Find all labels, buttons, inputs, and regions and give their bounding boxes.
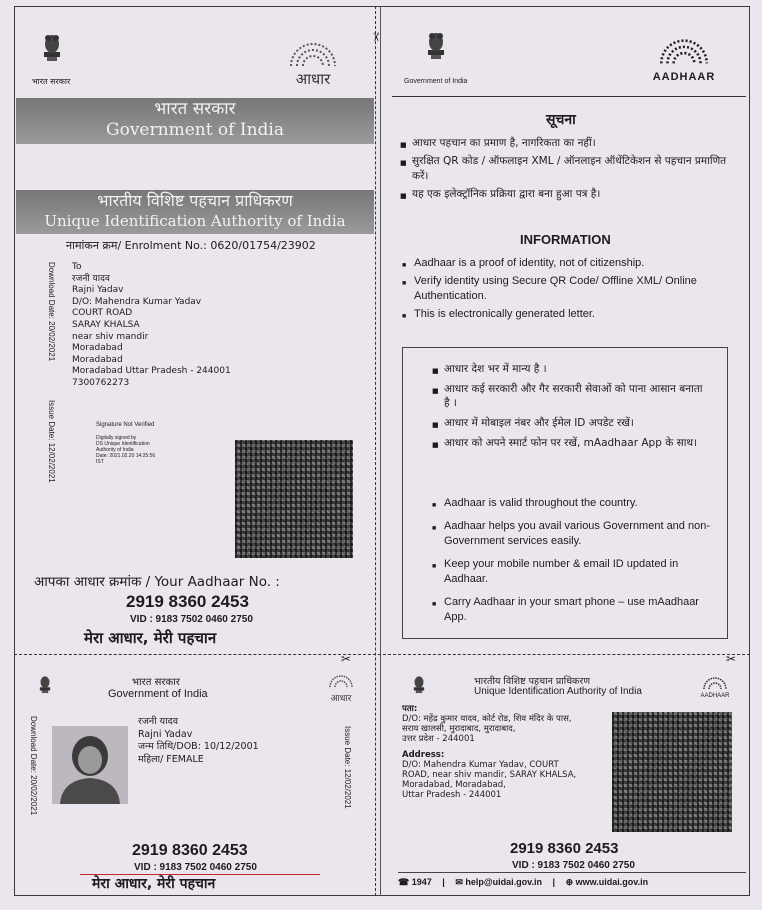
information-item: ■ Verify identity using Secure QR Code/ Offline XML/ Online Authentication. — [414, 274, 744, 304]
benefit-item: ■ आधार में मोबाइल नंबर और ईमेल ID अपडेट रखें। — [444, 416, 710, 430]
aadhaar-logo-text: आधार — [330, 694, 352, 704]
card-uidai-hindi: भारतीय विशिष्ट पहचान प्राधिकरण — [474, 676, 591, 687]
horizontal-cut-line — [14, 654, 750, 655]
qr-code — [612, 712, 732, 832]
information-item: ■ Aadhaar is a proof of identity, not of citizenship. — [414, 256, 744, 271]
aadhaar-logo-icon — [326, 674, 356, 688]
gov-hindi: भारत सरकार — [154, 99, 236, 119]
scissors-icon: ✂ — [369, 31, 384, 43]
tagline: मेरा आधार, मेरी पहचान — [84, 629, 217, 647]
card-details — [138, 716, 259, 766]
globe-icon: ⊕ — [565, 877, 574, 887]
uidai-hindi: भारतीय विशिष्ट पहचान प्राधिकरण — [97, 191, 293, 210]
card-aadhaar-number: 2919 8360 2453 — [132, 842, 248, 859]
benefit-item: ■ Keep your mobile number & email ID updated in Aadhaar. — [444, 557, 718, 587]
aadhaar-logo-icon — [283, 40, 343, 68]
address-line: COURT ROAD — [72, 308, 133, 319]
footer-contacts: ☎ 1947 | ✉ help@uidai.gov.in | ⊕ www.uidai.gov.in — [398, 872, 746, 888]
gender: महिला/ FEMALE — [138, 753, 204, 765]
card-vid-number: VID : 9183 7502 0460 2750 — [512, 860, 635, 871]
signature-line: Date: 2021.02.20 14:25:56 — [96, 453, 156, 459]
aadhaar-number: 2919 8360 2453 — [126, 592, 249, 611]
uidai-english: Unique Identification Authority of India — [44, 212, 346, 230]
person-photo-icon — [52, 726, 128, 804]
address-line: Moradabad — [72, 343, 123, 354]
website[interactable]: www.uidai.gov.in — [575, 877, 649, 887]
phone-icon: ☎ — [398, 877, 410, 887]
gov-band — [16, 98, 374, 144]
emblem-caption: Government of India — [404, 78, 468, 85]
date-of-birth: जन्म तिथि/DOB: 10/12/2001 — [138, 741, 259, 752]
qr-code — [235, 440, 353, 558]
address-line: near shiv mandir — [72, 331, 149, 342]
vid-number: VID : 9183 7502 0460 2750 — [130, 614, 253, 625]
enrolment-number: नामांकन क्रम/ Enrolment No.: 0620/01754/23902 — [66, 239, 316, 252]
aadhaar-logo-icon — [653, 36, 715, 66]
address-english-line: D/O: Mahendra Kumar Yadav, COURT — [402, 760, 559, 770]
benefit-item: ■ Aadhaar is valid throughout the country. — [444, 496, 718, 511]
notice-item: ■ यह एक इलेक्ट्रॉनिक प्रक्रिया द्वारा बना हुआ पत्र है। — [412, 187, 738, 202]
information-list — [414, 256, 744, 325]
notice-title: सूचना — [546, 112, 576, 128]
card-address — [402, 704, 610, 800]
vertical-fold-line — [380, 6, 381, 896]
address-label-hindi: पता: — [402, 704, 418, 714]
email-address[interactable]: help@uidai.gov.in — [465, 877, 543, 887]
benefit-item: ■ Aadhaar helps you avail various Government and non-Government services easily. — [444, 519, 718, 549]
address-line: SARAY KHALSA — [72, 319, 140, 330]
card-vid-number: VID : 9183 7502 0460 2750 — [134, 862, 257, 873]
national-emblem-icon — [36, 672, 54, 700]
address-line: D/O: Mahendra Kumar Yadav — [72, 296, 202, 307]
card-download-date-vertical: Download Date: 20/02/2021 — [29, 716, 38, 816]
address-english-line: Moradabad, Moradabad, — [402, 780, 506, 790]
signature-block — [96, 422, 166, 465]
aadhaar-logo-text: AADHAAR — [700, 693, 730, 699]
information-title: INFORMATION — [520, 232, 611, 247]
emblem-caption: भारत सरकार — [32, 77, 71, 86]
card-uidai-english: Unique Identification Authority of India — [474, 686, 642, 697]
name-hindi: रजनी यादव — [138, 716, 178, 727]
aadhaar-logo — [326, 674, 356, 704]
scissors-icon: ✂ — [726, 652, 737, 666]
name-english: Rajni Yadav — [138, 728, 193, 740]
scissors-icon: ✂ — [341, 652, 352, 666]
address-hindi-line: D/O: महेंद्र कुमार यादव, कोर्ट रोड, शिव मंदिर के पास, — [402, 714, 572, 724]
benefit-item: ■ आधार कई सरकारी और गैर सरकारी सेवाओं को पाना आसान बनाता है । — [444, 382, 710, 410]
aadhaar-logo — [644, 36, 724, 83]
photo — [52, 726, 128, 804]
address-line: To — [72, 262, 82, 272]
address-line: Rajni Yadav — [72, 285, 124, 296]
national-emblem-icon — [422, 28, 450, 68]
benefits-list-hindi — [444, 362, 710, 453]
address-hindi-line: उत्तर प्रदेश - 244001 — [402, 734, 475, 744]
national-emblem-icon — [38, 30, 66, 70]
aadhaar-logo-text: आधार — [295, 70, 331, 88]
notice-list-hindi — [412, 136, 738, 205]
notice-item: ■ आधार पहचान का प्रमाण है, नागरिकता का नहीं। — [412, 136, 738, 151]
email-icon: ✉ — [455, 877, 463, 887]
benefit-item: ■ Carry Aadhaar in your smart phone – use mAadhaar App. — [444, 595, 718, 625]
card-gov-hindi: भारत सरकार — [132, 677, 180, 688]
signature-line: Digitally signed by — [96, 435, 137, 441]
address-line: 7300762273 — [72, 377, 130, 388]
address-line: Moradabad — [72, 354, 123, 365]
card-issue-date-vertical: Issue Date: 12/02/2021 — [343, 726, 352, 809]
address-english-line: ROAD, near shiv mandir, SARAY KHALSA, — [402, 770, 577, 780]
address-line: Moradabad Uttar Pradesh - 244001 — [72, 366, 231, 377]
aadhaar-logo-icon — [700, 676, 730, 690]
notice-divider — [392, 96, 746, 97]
notice-item: ■ सुरक्षित QR कोड / ऑफलाइन XML / ऑनलाइन ऑथेंटिकेशन से पहचान प्रमाणित करें। — [412, 154, 738, 184]
signature-title: Signature Not Verified — [96, 422, 155, 428]
download-date-vertical: Download Date: 20/02/2021 — [47, 262, 56, 362]
issue-date-vertical: Issue Date: 12/02/2021 — [47, 400, 56, 483]
gov-english: Government of India — [106, 120, 284, 140]
address-line: रजनी यादव — [72, 273, 110, 284]
card-gov-english: Government of India — [108, 688, 208, 700]
address-label-english: Address: — [402, 750, 445, 760]
your-aadhaar-label: आपका आधार क्रमांक / Your Aadhaar No. : — [34, 574, 280, 590]
signature-line: Authority of India — [96, 447, 134, 453]
national-emblem-icon — [410, 672, 428, 700]
benefit-item: ■ आधार देश भर में मान्य है । — [444, 362, 710, 376]
aadhaar-logo — [700, 676, 730, 699]
phone-number: 1947 — [411, 877, 432, 887]
card-tagline: मेरा आधार, मेरी पहचान — [92, 876, 216, 892]
signature-line: DS Unique Identification — [96, 441, 150, 447]
signature-line: IST — [96, 459, 104, 465]
aadhaar-logo-text: AADHAAR — [652, 71, 716, 83]
information-item: ■ This is electronically generated letter. — [414, 307, 744, 322]
vertical-cut-line — [375, 6, 376, 896]
benefit-item: ■ आधार को अपने स्मार्ट फोन पर रखें, mAadhaar App के साथ। — [444, 436, 710, 450]
benefits-list-english — [444, 496, 718, 628]
address-english-line: Uttar Pradesh - 244001 — [402, 790, 502, 800]
card-aadhaar-number: 2919 8360 2453 — [510, 840, 619, 857]
aadhaar-logo — [278, 40, 348, 89]
address-hindi-line: सराय खालसी, मुरादाबाद, मुरादाबाद, — [402, 724, 516, 734]
address-block — [72, 262, 231, 390]
uidai-band — [16, 190, 374, 234]
